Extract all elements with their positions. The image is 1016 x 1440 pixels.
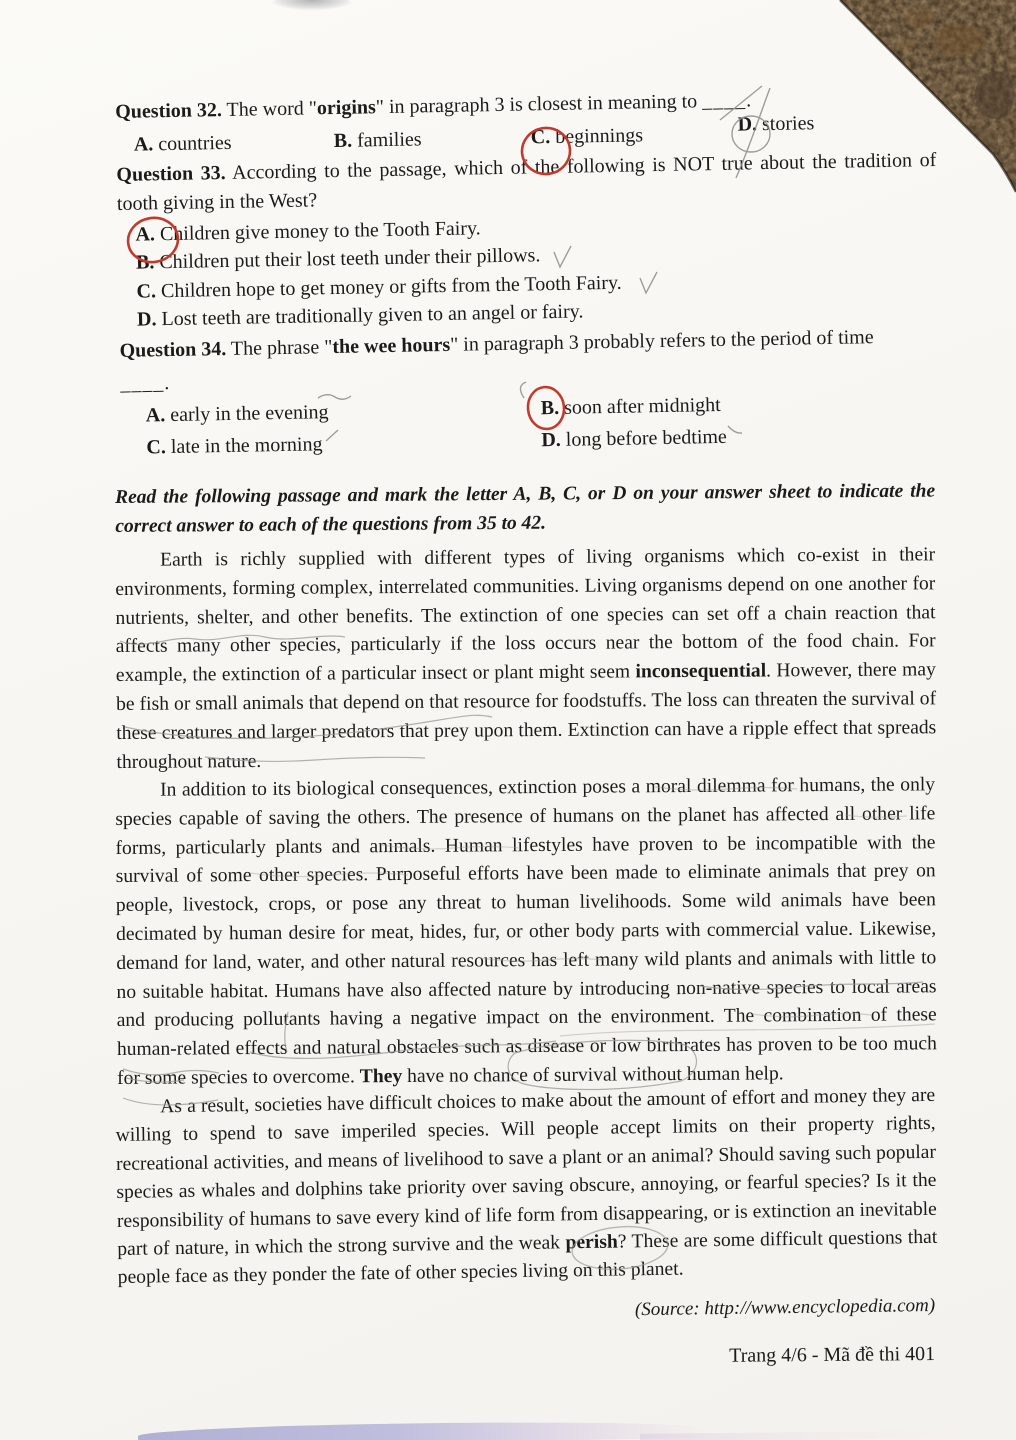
option-b: B. Children put their lost teeth under their pillows. [135, 244, 541, 275]
answer-blank: ____. [701, 89, 753, 113]
bottom-blue-edge [138, 1417, 718, 1440]
option-d: D. Lost teeth are traditionally given to an angel or fairy. [136, 300, 584, 331]
question-34-label: Question 34. [119, 337, 227, 362]
question-32-text: The word " [221, 97, 318, 122]
option-b: B. soon after midnight [540, 393, 721, 419]
question-33-options [117, 206, 939, 335]
scan-smudge [272, 0, 352, 10]
bold-term-perish: perish [565, 1231, 618, 1254]
page-footer: Trang 4/6 - Mã đề thi 401 [729, 1342, 936, 1367]
passage-paragraph-2: In addition to its biological consequences, extinction poses a moral dilemma for humans, the only species capable of saving the others. The presence of humans on the planet has affected all other life forms, particularly plants and animals. Human lifestyles have proven to be incompatible with the survival of some other species. Purposeful efforts have been made to eliminate animals that prey on people, livestock, crops, or pose any threat to human livelihoods. Some wild animals have been decimated by human desire for meat, hides, fur, or other body parts with commercial value. Likewise, demand for land, water, and other natural resources has left many wild plants and animals with little to no suitable habitat. Humans have also affected nature by introducing non-native species to local areas and producing pollutants having a negative impact on the environment. The combination of these human-related effects and natural obstacles such as disease or low birthrates has proven to be too much for some species to overcome. They have no chance of survival without human help. [115, 774, 937, 1089]
question-32-keyword: origins [316, 96, 377, 120]
question-32-label: Question 32. [115, 99, 223, 123]
document-content [115, 89, 938, 1367]
question-34: Question 34. The phrase "the wee hours" in paragraph 3 probably refers to the period of time [119, 325, 874, 362]
question-34-keyword: the wee hours [332, 333, 451, 358]
option-c: C. beginnings [530, 124, 644, 149]
bold-term-they: They [359, 1065, 403, 1088]
option-b: B. families [333, 128, 422, 152]
answer-blank: ____. [120, 371, 171, 395]
option-d: D. stories [737, 112, 815, 136]
passage-paragraph-1: Earth is richly supplied with different types of living organisms which co-exist in their environments, forming complex, interrelated communities. Living organisms depend on one another for nutrients, shelter, and other benefits. The extinction of one species can set off a chain reaction that affects many other species, particularly if the loss occurs near the bottom of the food chain. For example, the extinction of a particular insect or plant might seem inconsequential. However, there may be fish or small animals that depend on that resource for foodstuffs. The loss can threaten the survival of these creatures and larger predators that prey upon them. Extinction can have a ripple effect that spreads throughout nature. [115, 543, 937, 773]
question-34-text: The phrase " [226, 335, 333, 360]
question-32: Question 32. The word "origins" in paragraph 3 is closest in meaning to ____. [115, 89, 753, 123]
reading-instruction: Read the following passage and mark the letter A, B, C, or D on your answer sheet to indicate the correct answer to each of the questions from 35 to 42. [115, 480, 936, 537]
option-a: A. countries [133, 131, 232, 156]
option-d: D. long before bedtime [541, 425, 728, 451]
option-a: A. Children give money to the Tooth Fairy. [135, 217, 481, 246]
option-c: C. late in the morning [146, 432, 323, 459]
question-33-label: Question 33. [116, 161, 226, 186]
option-c: C. Children hope to get money or gifts from the Tooth Fairy. [136, 271, 622, 303]
question-33-text: According to the passage, which of the following is NOT true about the tradition of tooth giving in the West? [116, 148, 937, 215]
cork-board-corner [810, 0, 1016, 200]
source-citation: (Source: http://www.encyclopedia.com) [634, 1294, 936, 1320]
bold-term-inconsequential: inconsequential [635, 660, 767, 683]
passage-paragraph-3: As a result, societies have difficult choices to make about the amount of effort and money they are willing to spend to save imperiled species. Will people accept limits on their property rights, recreational activities, and means of livelihood to save a plant or an animal? Should saving such popular species as whales and dolphins take priority over saving obscure, annoying, or fearful species? Is it the responsibility of humans to save every kind of life form from disappearing, or is extinction an inevitable part of nature, in which the strong survive and the weak perish? These are some difficult questions that people face as they ponder the fate of other species living on this planet. [115, 1084, 938, 1289]
option-a: A. early in the evening [145, 400, 329, 427]
